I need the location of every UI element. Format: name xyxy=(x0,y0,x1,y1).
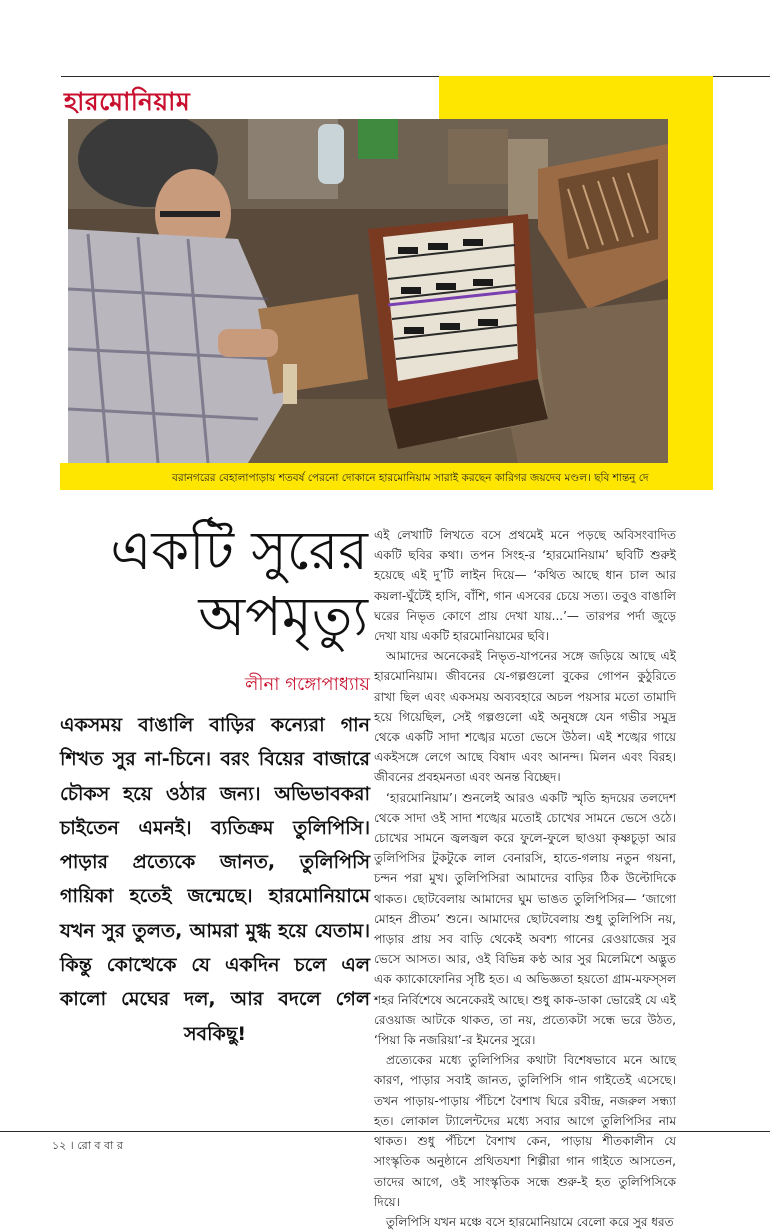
section-label: হারমোনিয়াম xyxy=(64,87,191,116)
article-body xyxy=(374,525,676,1232)
body-paragraph: আমাদের অনেকেরই নিভৃত-যাপনের সঙ্গে জড়িয়ে আছে এই হারমোনিয়াম। জীবনের যে-গল্পগুলো বুকের গোপন কুঠুরিতে রাখা ছিল এবং একসময় অব্যবহারে অচল পয়সার মতো তামাদি হয়ে গিয়েছিল, সেই গল্পগুলো এই অনুষঙ্গে যেন গভীর সমুদ্র থেকে একটি সাদা শঙ্খের মতো ভেসে উঠল। এই শঙ্খের গায়ে একইসঙ্গে লেগে আছে বিষাদ এবং আনন্দ। মিলন এবং বিরহ। জীবনের প্রবহমনতা এবং অনন্ত বিচ্ছেদ। xyxy=(374,649,676,785)
intro-standfirst: একসময় বাঙালি বাড়ির কন্যেরা গান শিখত সুর না-চিনে। বরং বিয়ের বাজারে চৌকস হয়ে ওঠার জন্য। অভিভাবকরা চাইতেন এমনই। ব্যতিক্রম তুলিপিসি। পাড়ার প্রত্যেকে জানত, তুলিপিসি গায়িকা হতেই জন্মেছে। হারমোনিয়ামে যখন সুর তুলত, আমরা মুগ্ধ হয়ে যেতাম। কিন্তু কোত্থেকে যে একদিন চলে এল কালো মেঘের দল, আর বদলে গেল সবকিছু! xyxy=(60,714,370,1045)
body-paragraph: প্রত্যেকের মধ্যে তুলিপিসির কথাটা বিশেষভাবে মনে আছে কারণ, পাড়ার সবাই জানত, তুলিপিসি গান গাইতেই এসেছে। তখন পাড়ায়-পাড়ায় পঁচিশে বৈশাখ ঘিরে রবীন্দ্র, নজরুল সন্ধ্যা হত। লোকাল ট্যালেন্টদের মধ্যে সবার আগে তুলিপিসির নাম থাকত। শুধু পঁচিশে বৈশাখ কেন, পাড়ায় শীতকালীন যে সাংস্কৃতিক অনুষ্ঠানে প্রথিতযশা শিল্পীরা গান গাইতে আসতেন, তাদের আগে, ওই সাংস্কৃতিক সন্ধে শুরু-ই হত তুলিপিসিকে দিয়ে। xyxy=(374,1053,676,1209)
bottom-rule xyxy=(0,1131,770,1132)
yellow-frame-side xyxy=(668,76,713,486)
body-paragraph: ‘হারমোনিয়াম’। শুনলেই আরও একটি স্মৃতি হৃদয়ের তলদেশ থেকে সাদা ওই সাদা শঙ্খের মতোই চোখের সামনে ভেসে ওঠে। চোখের সামনে জ্বলজ্বল করে ফুলে-ফুলে ছাওয়া কৃষ্ণচূড়া আর তুলিপিসির টুকটুকে লাল বেনারসি, হাতে-গলায় নতুন গয়না, চন্দন পরা মুখ। তুলিপিসিরা আমাদের বাড়ির ঠিক উল্টোদিকে থাকত। ছোটবেলায় আমাদের ঘুম ভাঙত তুলিপিসির— ‘জাগো মোহন প্রীতম’ শুনে। আমাদের ছোটবেলায় শুধু তুলিপিসি নয়, পাড়ার প্রায় সব বাড়ি থেকেই অবশ্য গানের রেওয়াজের সুর ভেসে আসত। আর, ওই বিভিন্ন কণ্ঠ আর সুর মিলেমিশে অদ্ভুত এক ক্যাকোফোনির সৃষ্টি হত। এ অভিজ্ঞতা হয়তো গ্রাম-মফস্সল শহর নির্বিশেষে অনেকেরই আছে। শুধু কাক-ডাকা ভোরেই যে এই রেওয়াজ আটকে থাকত, তা নয়, প্রত্যেকটা সন্ধে ভরে উঠত, ‘পিয়া কি নজরিয়া’-র ইমনের সুরে। xyxy=(374,790,676,1048)
article-title xyxy=(68,518,368,650)
body-paragraph: তুলিপিসি যখন মঞ্চে বসে হারমোনিয়ামে বেলো করে সুর ধরত xyxy=(386,1214,674,1229)
page-footer: ১২ । রো ব বা র xyxy=(52,1139,123,1152)
photo-caption: বরানগরের বেহালাপাড়ায় শতবর্ষ পেরনো দোকানে হারমোনিয়াম সারাই করছেন কারিগর জয়দেব মণ্ডল। ছবি শান্তনু দে xyxy=(172,472,649,484)
body-paragraph: এই লেখাটি লিখতে বসে প্রথমেই মনে পড়ছে অবিসংবাদিত একটি ছবির কথা। তপন সিংহ-র ‘হারমোনিয়াম’ ছবিটি শুরুই হয়েছে এই দু’টি লাইন দিয়ে— ‘কথিত আছে ধান চাল আর কয়লা-ঘুঁটেই হাসি, বাঁশি, গান এসবের চেয়ে সত্য। তবুও বাঙালি ঘরের নিভৃত কোণে প্রায় দেখা যায়...’— তারপর পর্দা জুড়ে দেখা যায় একটি হারমোনিয়ামের ছবি। xyxy=(374,528,676,644)
author-byline: লীনা গঙ্গোপাধ্যায় xyxy=(244,674,370,695)
harmonium-photo xyxy=(68,119,668,463)
title-line-1: একটি সুরের xyxy=(110,519,368,582)
title-line-2: অপমৃত্যু xyxy=(198,585,368,648)
